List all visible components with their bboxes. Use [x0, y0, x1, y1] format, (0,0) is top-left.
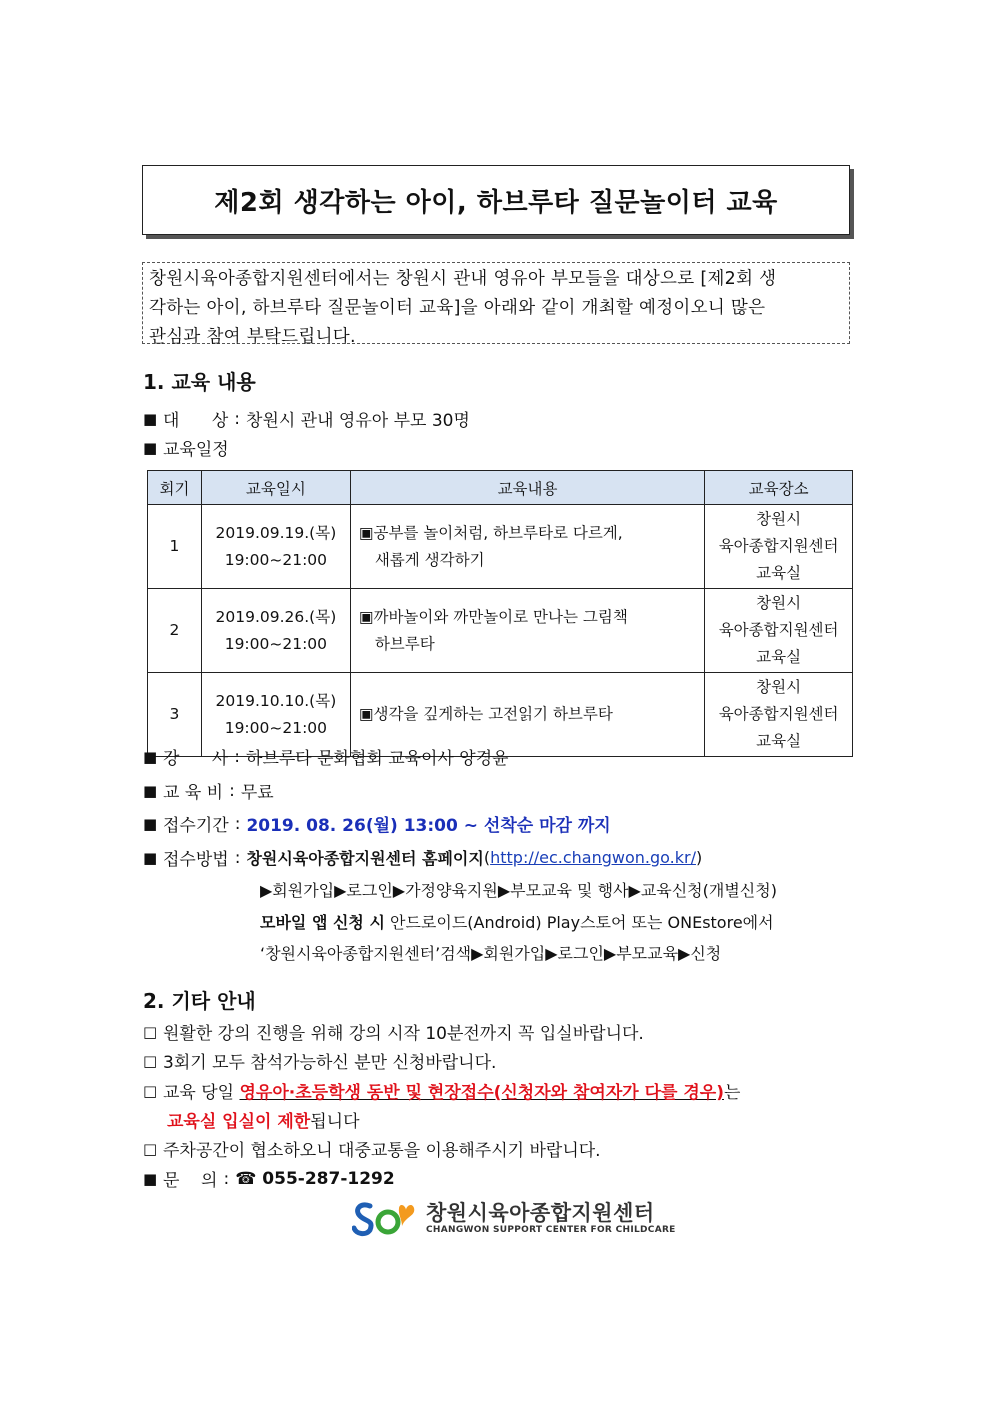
place-line-1: 창원시	[756, 678, 802, 696]
note-3-end: 됩니다	[310, 1112, 360, 1132]
fee-label: 교 육 비	[163, 783, 224, 803]
note-1-text: 원활한 강의 진행을 위해 강의 시작 10분전까지 꼭 입실바랍니다.	[163, 1024, 644, 1044]
section-2-heading: 2. 기타 안내	[143, 989, 256, 1013]
time: 19:00~21:00	[224, 718, 328, 737]
method-path: ▶회원가입▶로그인▶가정양육지원▶부모교육 및 행사▶교육신청(개별신청)	[260, 881, 777, 900]
intro-line-3: 관심과 참여 부탁드립니다.	[149, 327, 356, 347]
fee-line	[143, 778, 274, 803]
instructor-label: 강 사	[163, 749, 229, 769]
target-label: 대 상	[163, 411, 229, 431]
instructor-line	[143, 744, 509, 769]
note-4	[143, 1136, 601, 1161]
place-line-2: 육아종합지원센터	[718, 621, 839, 639]
note-1	[143, 1019, 644, 1044]
contact-phone: ☎ 055-287-1292	[235, 1168, 395, 1189]
intro-line-2: 각하는 아이, 하브루타 질문놀이터 교육]을 아래와 같이 개최할 예정이오니 많은	[149, 298, 766, 318]
separator: :	[234, 746, 241, 767]
content-line-2: 새롭게 생각하기	[374, 550, 485, 569]
instructor-value: 하브루타 문화협회 교육이사 양경윤	[246, 749, 509, 769]
header-place: 교육장소	[705, 471, 853, 505]
contact-line	[143, 1166, 395, 1191]
homepage-link[interactable]: http://ec.changwon.go.kr/	[490, 848, 696, 867]
session-cell: 1	[148, 505, 202, 589]
contact-label: 문 의	[163, 1171, 218, 1191]
date-cell	[201, 505, 350, 589]
place-line-2: 육아종합지원센터	[718, 537, 839, 555]
checkbox-square-icon: □	[143, 1051, 158, 1070]
table-row	[148, 589, 853, 673]
mobile-text: 안드로이드(Android) Play스토어 또는 ONEstore에서	[384, 913, 774, 932]
document-title: 제2회 생각하는 아이, 하브루타 질문놀이터 교육	[142, 165, 850, 235]
time: 19:00~21:00	[224, 550, 328, 569]
center-logo	[352, 1198, 676, 1238]
checkbox-square-icon: □	[143, 1139, 158, 1158]
method-site: 창원시육아종합지원센터 홈페이지	[246, 849, 484, 868]
bullet-square-icon: ■	[143, 1169, 158, 1188]
note-3-line-2	[167, 1107, 360, 1132]
table-header-row	[148, 471, 853, 505]
period-label: 접수기간	[163, 816, 229, 836]
note-3	[143, 1078, 740, 1103]
fee-value: 무료	[240, 783, 274, 803]
place-line-3: 교육실	[756, 648, 802, 666]
date: 2019.09.19.(목)	[215, 523, 337, 542]
bullet-square-icon: ■	[143, 814, 158, 833]
place-line-1: 창원시	[756, 594, 802, 612]
period-value: 2019. 08. 26(월) 13:00 ~ 선착순 마감 까지	[246, 816, 611, 836]
header-content: 교육내용	[350, 471, 704, 505]
place-line-1: 창원시	[756, 510, 802, 528]
place-line-3: 교육실	[756, 732, 802, 750]
separator: :	[229, 780, 235, 801]
note-4-text: 주차공간이 협소하오니 대중교통을 이용해주시기 바랍니다.	[163, 1141, 601, 1161]
bullet-square-icon: ■	[143, 438, 158, 457]
content-line-2: 하브루타	[374, 634, 435, 653]
table-row	[148, 505, 853, 589]
note-3-warning: 영유아·초등학생 동반 및 현장접수(신청자와 참여자가 다를 경우)	[239, 1083, 724, 1103]
mobile-line	[260, 910, 774, 933]
logo-name: 창원시육아종합지원센터	[426, 1201, 655, 1225]
schedule-line	[143, 435, 229, 460]
date: 2019.10.10.(목)	[215, 691, 337, 710]
method-label: 접수방법	[163, 850, 229, 870]
header-date: 교육일시	[201, 471, 350, 505]
session-cell: 2	[148, 589, 202, 673]
place-line-3: 교육실	[756, 564, 802, 582]
place-cell	[705, 505, 853, 589]
target-value: 창원시 관내 영유아 부모 30명	[246, 411, 470, 431]
section-1-heading: 1. 교육 내용	[143, 370, 256, 394]
target-line	[143, 406, 470, 431]
content-line-1: ▣까바놀이와 까만놀이로 만나는 그림책	[358, 607, 628, 626]
separator: :	[234, 813, 241, 834]
period-line	[143, 811, 611, 836]
note-2	[143, 1048, 496, 1073]
center-logo-icon	[352, 1198, 420, 1238]
header-session: 회기	[148, 471, 202, 505]
place-line-2: 육아종합지원센터	[718, 705, 839, 723]
mobile-label: 모바일 앱 신청 시	[260, 913, 385, 932]
separator: :	[234, 408, 241, 429]
bullet-square-icon: ■	[143, 747, 158, 766]
checkbox-square-icon: □	[143, 1081, 158, 1100]
content-cell	[350, 589, 704, 673]
schedule-label: 교육일정	[163, 440, 229, 460]
method-line: ■ 접수방법 : 창원시육아종합지원센터 홈페이지 ( http://ec.changwon.go.kr/ )	[143, 845, 702, 870]
note-3-post: 는	[723, 1083, 741, 1103]
date-cell	[201, 589, 350, 673]
content-cell	[350, 505, 704, 589]
time: 19:00~21:00	[224, 634, 328, 653]
note-2-text: 3회기 모두 참석가능하신 분만 신청바랍니다.	[163, 1053, 497, 1073]
checkbox-square-icon: □	[143, 1022, 158, 1041]
place-cell	[705, 673, 853, 757]
date: 2019.09.26.(목)	[215, 607, 337, 626]
session-cell: 3	[148, 673, 202, 757]
schedule-table	[147, 470, 853, 757]
logo-subtitle: CHANGWON SUPPORT CENTER FOR CHILDCARE	[426, 1225, 676, 1235]
bullet-square-icon: ■	[143, 848, 158, 867]
bullet-square-icon: ■	[143, 781, 158, 800]
mobile-path: ‘창원시육아종합지원센터’검색▶회원가입▶로그인▶부모교육▶신청	[260, 944, 722, 963]
content-line-1: ▣생각을 깊게하는 고전읽기 하브루타	[358, 705, 613, 723]
place-cell	[705, 589, 853, 673]
intro-box	[142, 262, 850, 347]
bullet-square-icon: ■	[143, 409, 158, 428]
intro-line-1: 창원시육아종합지원센터에서는 창원시 관내 영유아 부모들을 대상으로 [제2회 생	[149, 269, 777, 289]
separator: :	[223, 1168, 230, 1189]
separator: :	[234, 847, 241, 868]
note-3-pre: 교육 당일	[163, 1083, 240, 1103]
content-line-1: ▣공부를 놀이처럼, 하브루타로 다르게,	[358, 523, 623, 542]
note-3-restriction: 교육실 입실이 제한	[167, 1112, 311, 1132]
